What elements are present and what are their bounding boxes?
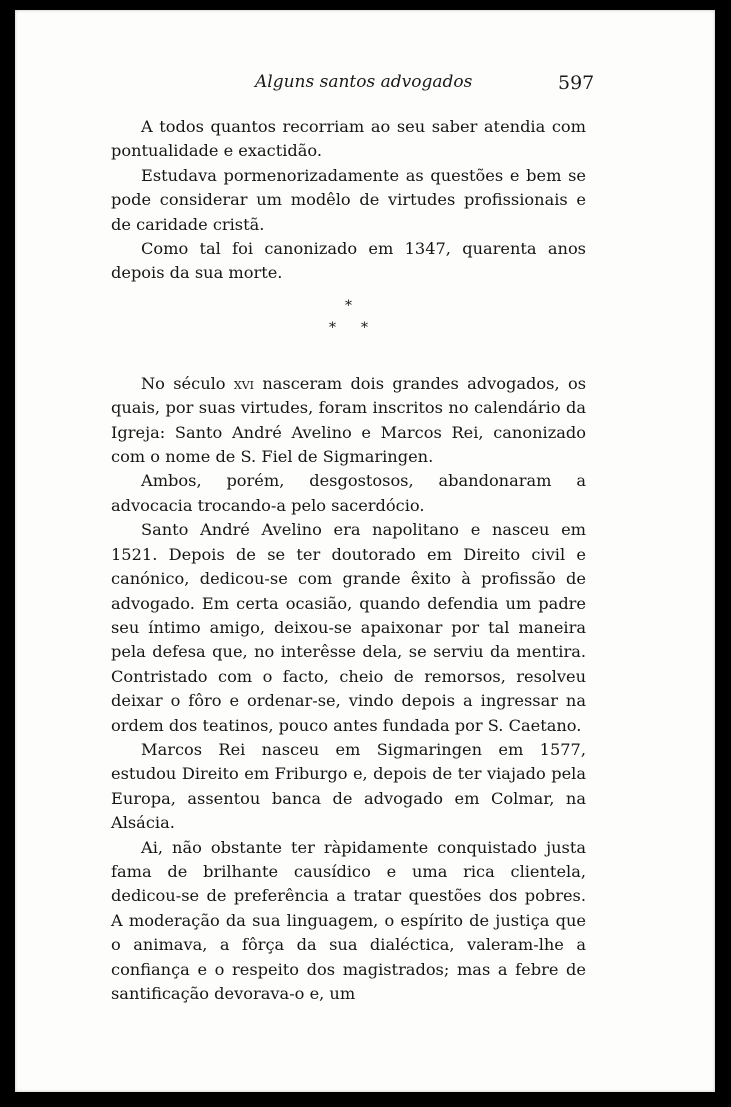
paragraph: A todos quantos recorriam ao seu saber atendia com pontualidade e exactidão. bbox=[111, 117, 586, 161]
paragraph bbox=[111, 372, 586, 470]
page-number: 597 bbox=[558, 72, 595, 94]
asterisk-icon: * bbox=[345, 297, 352, 314]
paragraph-text: nasceram dois grandes advogados, os quais, por suas virtudes, foram inscritos no calendário da Igreja: Santo André Avelino e Marcos Rei, canonizado com o nome de S. Fiel de Sigmaringen. bbox=[111, 373, 586, 467]
asterisk-icon: * bbox=[361, 319, 368, 336]
page-header bbox=[15, 72, 715, 100]
book-page bbox=[15, 10, 715, 1092]
century-numeral: xvi bbox=[233, 373, 255, 393]
paragraph: Ai, não obstante ter ràpidamente conquistado justa fama de brilhante causídico e uma rica clientela, dedicou-se de preferência a tratar questões dos pobres. A moderação da sua linguagem, o espírito de justiça que o animava, a fôrça da sua dialéctica, valeram-lhe a confiança e o respeito dos magistrados; mas a febre de santificação devorava-o e, um bbox=[111, 837, 586, 1003]
paragraph: Santo André Avelino era napolitano e nasceu em 1521. Depois de se ter doutorado em Direito civil e canónico, dedicou-se com grande êxito à profissão de advogado. Em certa ocasião, quando defendia um padre seu íntimo amigo, deixou-se apaixonar por tal maneira pela defesa que, no interêsse dela, se serviu da mentira. Contristado com o facto, cheio de remorsos, resolveu deixar o fôro e ordenar-se, vindo depois a ingressar na ordem dos teatinos, pouco antes fundada por S. Caetano. bbox=[111, 520, 586, 735]
paragraph: Estudava pormenorizadamente as questões e bem se pode considerar um modêlo de virtudes profissionais e de caridade cristã. bbox=[111, 165, 586, 234]
paragraph-text: No século bbox=[141, 373, 234, 393]
asterisk-icon: * bbox=[329, 319, 336, 336]
paragraph: Como tal foi canonizado em 1347, quarenta anos depois da sua morte. bbox=[111, 239, 586, 283]
running-title: Alguns santos advogados bbox=[255, 72, 473, 92]
section-break-asterism bbox=[111, 294, 586, 372]
paragraph: Ambos, porém, desgostosos, abandonaram a advocacia trocando-a pelo sacerdócio. bbox=[111, 471, 586, 515]
paragraph: Marcos Rei nasceu em Sigmaringen em 1577, estudou Direito em Friburgo e, depois de ter viajado pela Europa, assentou banca de advogado em Colmar, na Alsácia. bbox=[111, 739, 586, 833]
body-text bbox=[111, 115, 586, 1006]
